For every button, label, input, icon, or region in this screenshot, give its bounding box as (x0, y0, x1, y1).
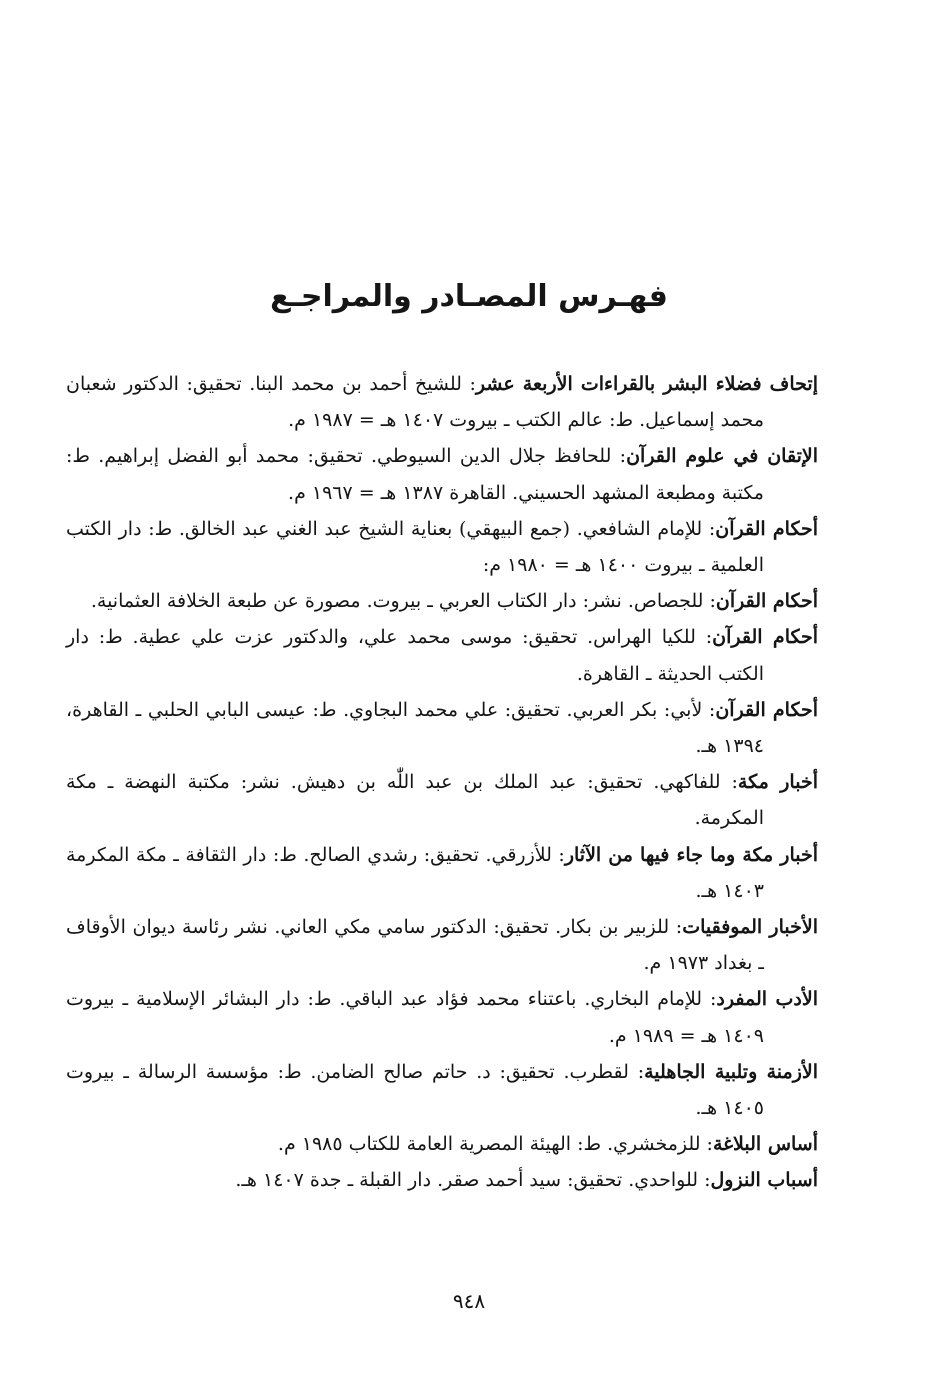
bibliography-entry (66, 981, 818, 1053)
entry-title: أحكام القرآن (715, 590, 818, 613)
entry-text: : للزبير بن بكار. تحقيق: الدكتور سامي مكي العاني. نشر رئاسة ديوان الأوقاف ـ بغداد ١٩٧٣ م. (66, 916, 764, 975)
entry-title: الأزمنة وتلبية الجاهلية (644, 1060, 819, 1083)
entry-text: : للحافظ جلال الدين السيوطي. تحقيق: محمد أبو الفضل إبراهيم. ط: مكتبة ومطبعة المشهد الحسيني. القاهرة ١٣٨٧ هـ = ١٩٦٧ م. (66, 445, 764, 504)
entry-title: أخبار مكة وما جاء فيها من الآثار (564, 843, 818, 866)
entry-title: أسباب النزول (710, 1169, 818, 1192)
entry-title: أحكام القرآن (715, 698, 818, 721)
entry-title: أخبار مكة (737, 771, 818, 794)
bibliography-list (66, 366, 818, 1199)
bibliography-entry (66, 1126, 818, 1162)
bibliography-entry (66, 837, 818, 909)
bibliography-entry (66, 583, 818, 619)
entry-text: : للجصاص. نشر: دار الكتاب العربي ـ بيروت. مصورة عن طبعة الخلافة العثمانية. (90, 590, 716, 613)
entry-title: أحكام القرآن (712, 626, 818, 649)
entry-text: : للواحدي. تحقيق: سيد أحمد صقر. دار القبلة ـ جدة ١٤٠٧ هـ. (235, 1169, 711, 1192)
entry-text: : للإمام الشافعي. (جمع البيهقي) بعناية الشيخ عبد الغني عبد الخالق. ط: دار الكتب العلمية ـ بيروت ١٤٠٠ هـ = ١٩٨٠ م: (66, 517, 764, 577)
entry-text: : للفاكهي. تحقيق: عبد الملك بن عبد اللّٰه بن دهيش. نشر: مكتبة النهضة ـ مكة المكرمة. (66, 771, 764, 830)
entry-text: : للشيخ أحمد بن محمد البنا. تحقيق: الدكتور شعبان محمد إسماعيل. ط: عالم الكتب ـ بيروت ١٤٠٧ هـ = ١٩٨٧ م. (66, 373, 764, 432)
entry-title: أساس البلاغة (712, 1133, 818, 1156)
bibliography-entry (66, 764, 818, 836)
bibliography-entry (66, 909, 818, 981)
entry-text: : للزمخشري. ط: الهيئة المصرية العامة للكتاب ١٩٨٥ م. (277, 1133, 713, 1156)
bibliography-entry (66, 619, 818, 691)
page-heading: فهـرس المصـادر والمراجـع (270, 279, 668, 314)
page-number: ٩٤٨ (452, 1289, 486, 1313)
entry-text: : للكيا الهراس. تحقيق: موسى محمد علي، والدكتور عزت علي عطية. ط: دار الكتب الحديثة ـ القاهرة. (66, 626, 764, 685)
entry-text: : للإمام البخاري. باعتناء محمد فؤاد عبد الباقي. ط: دار البشائر الإسلامية ـ بيروت ١٤٠٩ هـ = ١٩٨٩ م. (66, 988, 764, 1047)
entry-title: الأخبار الموفقيات (682, 916, 818, 939)
entry-title: أحكام القرآن (715, 517, 818, 540)
entry-text: : لقطرب. تحقيق: د. حاتم صالح الضامن. ط: مؤسسة الرسالة ـ بيروت ١٤٠٥ هـ. (66, 1060, 764, 1120)
entry-title: إتحاف فضلاء البشر بالقراءات الأربعة عشر (475, 373, 818, 395)
entry-title: الإتقان في علوم القرآن (626, 445, 818, 468)
entry-text: : للأزرقي. تحقيق: رشدي الصالح. ط: دار الثقافة ـ مكة المكرمة ١٤٠٣ هـ. (66, 843, 764, 902)
bibliography-entry (66, 1054, 818, 1126)
entry-title: الأدب المفرد (716, 988, 819, 1011)
bibliography-entry (66, 1162, 818, 1198)
bibliography-entry (66, 692, 818, 764)
bibliography-entry (66, 511, 818, 583)
entry-text: : لأبي: بكر العربي. تحقيق: علي محمد البجاوي. ط: عيسى البابي الحلبي ـ القاهرة، ١٣٩٤ هـ. (66, 698, 764, 758)
bibliography-entry (66, 438, 818, 510)
bibliography-entry (66, 366, 818, 438)
